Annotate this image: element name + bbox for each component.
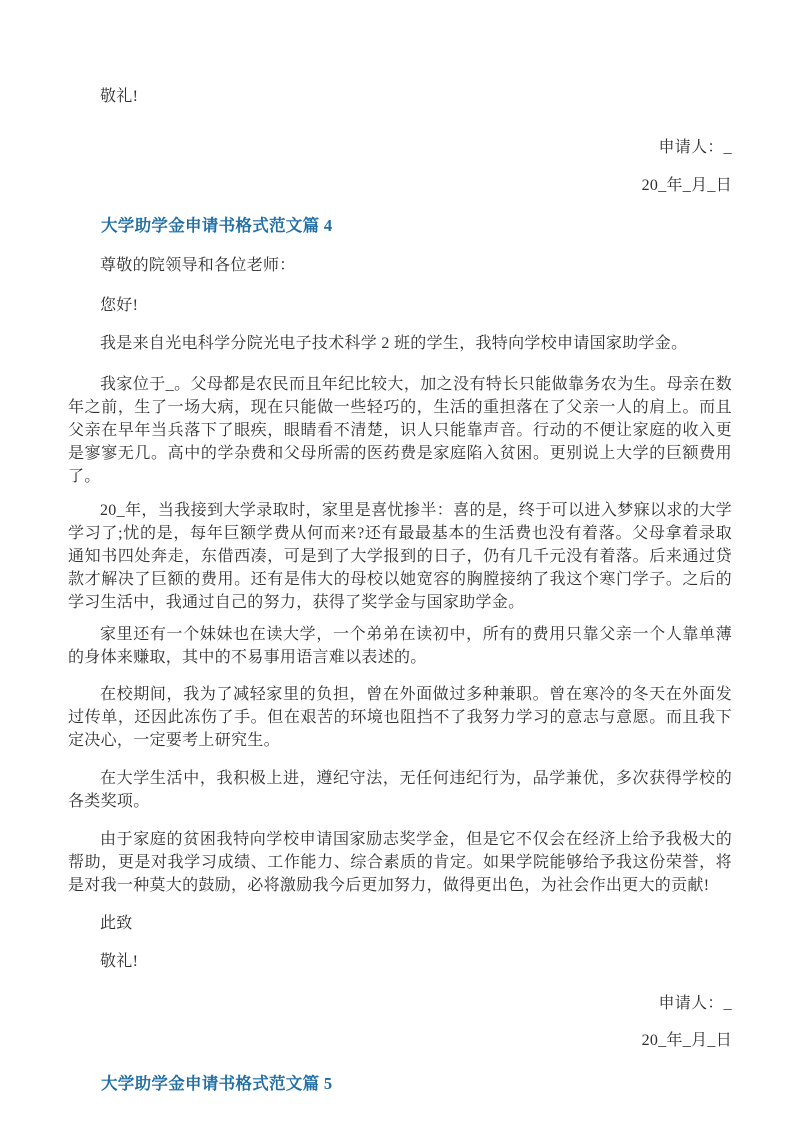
paragraph-request: 由于家庭的贫困我特向学校申请国家励志奖学金，但是它不仅会在经济上给予我极大的帮助，更是对我学习成绩、工作能力、综合素质的肯定。如果学院能够给予我这份荣誉，将是对我一种莫大的鼓励，必将激励我今后更加努力，做得更出色，为社会作出更大的贡献!	[68, 831, 732, 894]
paragraph-introduction: 我是来自光电科学分院光电子技术科学 2 班的学生，我特向学校申请国家助学金。	[100, 335, 688, 352]
closing-salute: 敬礼!	[100, 88, 139, 105]
salutation-line: 尊敬的院领导和各位老师：	[100, 257, 296, 274]
date-line: 20_年_月_日	[641, 177, 732, 194]
applicant-signature-line: 申请人：_	[658, 139, 732, 156]
paragraph-family-situation: 我家位于_。父母都是农民而且年纪比较大，加之没有特长只能做靠务农为生。母亲在数年之前，生了一场大病，现在只能做一些轻巧的，生活的重担落在了父亲一人的肩上。而且父亲在早年当兵落下了眼疾，眼睛看不清楚，识人只能靠声音。行动的不便让家庭的收入更是寥寥无几。高中的学杂费和父母所需的医药费是家庭陷入贫困。更别说上大学的巨额费用了。	[68, 376, 732, 485]
greeting-line: 您好!	[100, 297, 139, 314]
paragraph-admission-story: 20_年，当我接到大学录取时，家里是喜忧掺半：喜的是，终于可以进入梦寐以求的大学学习了;忧的是，每年巨额学费从何而来?还有最最基本的生活费也没有着落。父母拿着录取通知书四处奔走，东借西凑，可是到了大学报到的日子，仍有几千元没有着落。后来通过贷款才解决了巨额的费用。还有是伟大的母校以她宽容的胸膛接纳了我这个寒门学子。之后的学习生活中，我通过自己的努力，获得了奖学金与国家助学金。	[68, 502, 732, 611]
section-heading-part-5: 大学助学金申请书格式范文篇 5	[101, 1074, 333, 1093]
closing-salute-2: 敬礼!	[100, 953, 139, 970]
paragraph-part-time-work: 在校期间，我为了减轻家里的负担，曾在外面做过多种兼职。曾在寒冷的冬天在外面发过传单，还因此冻伤了手。但在艰苦的环境也阻挡不了我努力学习的意志与意愿。而且我下定决心，一定要考上研究生。	[68, 686, 732, 749]
applicant-signature-line-2: 申请人：_	[658, 995, 732, 1012]
section-heading-part-4: 大学助学金申请书格式范文篇 4	[101, 216, 333, 235]
date-line-2: 20_年_月_日	[641, 1032, 732, 1049]
closing-cizhi: 此致	[100, 915, 133, 932]
paragraph-conduct: 在大学生活中，我积极上进，遵纪守法，无任何违纪行为，品学兼优，多次获得学校的各类奖项。	[68, 770, 732, 810]
paragraph-siblings: 家里还有一个妹妹也在读大学，一个弟弟在读初中，所有的费用只靠父亲一个人靠单薄的身体来赚取，其中的不易事用语言难以表述的。	[68, 626, 732, 666]
